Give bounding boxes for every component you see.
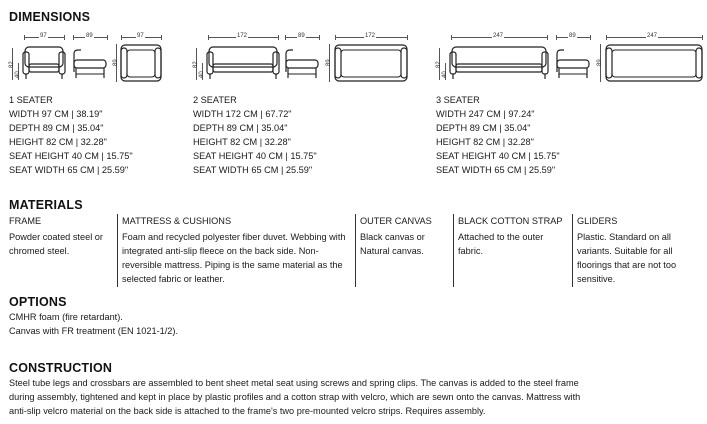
seat-height-label: 40 — [442, 71, 448, 78]
front-width-label: 247 — [493, 33, 504, 39]
material-title: FRAME — [9, 216, 42, 226]
spec-width: WIDTH 97 CM | 38.19" — [9, 109, 103, 119]
material-text: Black canvas or Natural canvas. — [360, 232, 425, 256]
construction-text — [9, 376, 580, 418]
spec-seat-height: SEAT HEIGHT 40 CM | 15.75" — [9, 151, 133, 161]
column-divider — [453, 214, 454, 287]
column-divider — [572, 214, 573, 287]
dimensions-heading: DIMENSIONS — [9, 10, 91, 24]
sofa-front-view-icon — [22, 44, 66, 81]
side-depth-label: 89 — [298, 33, 305, 39]
spec-height: HEIGHT 82 CM | 32.28" — [193, 137, 291, 147]
material-text: Foam and recycled polyester fiber duvet. Webbing with integrated anti-slip fleece on the back side. Non-reversible mattress. Piping is the same material as the selected fabric or leather. — [122, 232, 346, 284]
spec-height: HEIGHT 82 CM | 32.28" — [9, 137, 107, 147]
material-title: BLACK COTTON STRAP — [458, 216, 563, 226]
material-title: MATTRESS & CUSHIONS — [122, 216, 232, 226]
top-width-label: 172 — [365, 33, 376, 39]
material-strap — [458, 216, 568, 258]
top-depth-label: 89 — [113, 59, 119, 66]
sofa-side-view-icon — [283, 44, 321, 81]
material-frame — [9, 216, 113, 258]
options-heading: OPTIONS — [9, 295, 67, 309]
material-text: Powder coated steel or chromed steel. — [9, 232, 103, 256]
top-depth-label: 89 — [597, 59, 603, 66]
spec-3-seater — [436, 93, 560, 177]
material-gliders — [577, 216, 695, 286]
options-list — [9, 310, 178, 338]
side-depth-label: 89 — [86, 33, 93, 39]
spec-1-seater — [9, 93, 133, 177]
sofa-side-view-icon — [554, 44, 592, 81]
materials-heading: MATERIALS — [9, 198, 83, 212]
column-divider — [117, 214, 118, 287]
spec-depth: DEPTH 89 CM | 35.04" — [193, 123, 288, 133]
seater-name: 3 SEATER — [436, 95, 480, 105]
spec-depth: DEPTH 89 CM | 35.04" — [9, 123, 104, 133]
option-item: CMHR foam (fire retardant). — [9, 312, 123, 322]
material-text: Attached to the outer fabric. — [458, 232, 544, 256]
spec-seat-width: SEAT WIDTH 65 CM | 25.59" — [436, 165, 556, 175]
height-label: 82 — [436, 61, 442, 68]
height-label: 82 — [193, 61, 199, 68]
front-width-label: 172 — [237, 33, 248, 39]
sofa-top-view-icon — [334, 44, 408, 82]
spec-height: HEIGHT 82 CM | 32.28" — [436, 137, 534, 147]
top-depth-label: 89 — [326, 59, 332, 66]
sofa-top-view-icon — [120, 44, 162, 82]
spec-width: WIDTH 247 CM | 97.24" — [436, 109, 535, 119]
height-label: 82 — [9, 61, 15, 68]
spec-seat-height: SEAT HEIGHT 40 CM | 15.75" — [436, 151, 560, 161]
material-text: Plastic. Standard on all variants. Suitable for all floorings that are not too sensitive. — [577, 232, 677, 284]
material-mattress — [122, 216, 351, 286]
spec-seat-width: SEAT WIDTH 65 CM | 25.59" — [193, 165, 313, 175]
spec-depth: DEPTH 89 CM | 35.04" — [436, 123, 531, 133]
spec-2-seater — [193, 93, 317, 177]
spec-width: WIDTH 172 CM | 67.72" — [193, 109, 292, 119]
material-outer-canvas — [360, 216, 450, 258]
spec-seat-width: SEAT WIDTH 65 CM | 25.59" — [9, 165, 129, 175]
sofa-front-view-icon — [206, 44, 280, 81]
construction-line: Steel tube legs and crossbars are assembled to bent sheet metal seat using screws and spring clips. The canvas is added to the steel frame — [9, 378, 579, 388]
seater-name: 2 SEATER — [193, 95, 237, 105]
side-depth-label: 89 — [569, 33, 576, 39]
sofa-front-view-icon — [449, 44, 549, 81]
seater-name: 1 SEATER — [9, 95, 53, 105]
top-width-label: 97 — [137, 33, 144, 39]
seat-height-label: 40 — [15, 71, 21, 78]
front-width-label: 97 — [40, 33, 47, 39]
sofa-top-view-icon — [605, 44, 703, 82]
construction-line: anti-slip velcro material on the back side is attached to the frame's two pre-mounted velcro strips. Requires assembly. — [9, 406, 486, 416]
material-title: OUTER CANVAS — [360, 216, 432, 226]
construction-line: during assembly, tightened and kept in place by plastic profiles and a cotton strap with velcro, which are sewn onto the canvas. Mattress with — [9, 392, 581, 402]
material-title: GLIDERS — [577, 216, 618, 226]
construction-heading: CONSTRUCTION — [9, 361, 113, 375]
sofa-side-view-icon — [71, 44, 109, 81]
column-divider — [355, 214, 356, 287]
option-item: Canvas with FR treatment (EN 1021-1/2). — [9, 326, 179, 336]
spec-seat-height: SEAT HEIGHT 40 CM | 15.75" — [193, 151, 317, 161]
top-width-label: 247 — [647, 33, 658, 39]
seat-height-label: 40 — [199, 71, 205, 78]
